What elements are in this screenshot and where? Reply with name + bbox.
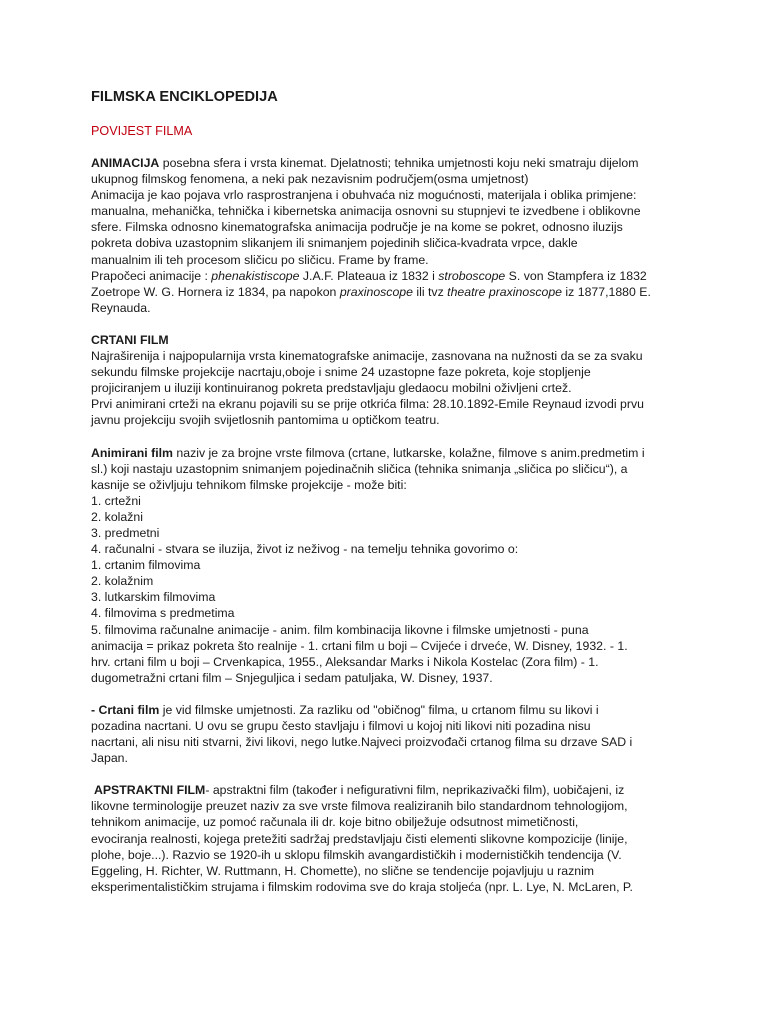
text-line: Najraširenija i najpopularnija vrsta kinematografske animacije, zasnovana na nužnosti da se za svaku <box>91 349 643 364</box>
text-line: kasnije se oživljuju tehnikom filmske projekcije - može biti: <box>91 477 407 492</box>
document-title: FILMSKA ENCIKLOPEDIJA <box>91 89 278 105</box>
text-line: - apstraktni film (također i nefigurativni film, neprikazivački film), uobičajeni, iz <box>205 783 625 798</box>
text-line: javnu projekciju svojih svijetlosnih pantomima u optičkom teatru. <box>91 413 440 428</box>
paragraph-apstraktni-film <box>91 782 688 895</box>
text-line: Zoetrope W. G. Hornera iz 1834, pa napokon praxinoscope ili tvz theatre praxinoscope iz 1877,1880 E. <box>91 284 651 299</box>
list-item: 4. filmovima s predmetima <box>91 606 235 621</box>
list-item: 3. predmetni <box>91 525 160 540</box>
text-line: pokreta dobiva uzastopnim slikanjem ili snimanjem pojedinih sličica-kvadrata vrpce, dakle <box>91 236 578 251</box>
paragraph-crtani-film <box>91 332 688 429</box>
text-line: je vid filmske umjetnosti. Za razliku od "običnog" filma, u crtanom filmu su likovi i <box>159 702 599 717</box>
list-item: 2. kolažnim <box>91 574 154 589</box>
document-body <box>91 139 688 895</box>
text-line: likovne terminologije preuzet naziv za sve vrste filmova realiziranih bilo standardnom tehnologijom, <box>91 799 628 814</box>
text-line: sfere. Filmska odnosno kinematografska animacija područje je na kome se pokret, odnosno iluzijs <box>91 220 623 235</box>
term-animacija: ANIMACIJA <box>91 156 160 170</box>
list-item: 4. računalni - stvara se iluzija, život iz neživog - na temelju tehnika govorimo o: <box>91 542 519 557</box>
list-item: 2. kolažni <box>91 509 143 524</box>
text-line: projiciranjem u iluziji kontinuiranog pokreta predstavljaju gledaocu mobilni oživljeni crtež. <box>91 381 572 396</box>
text-line: posebna sfera i vrsta kinemat. Djelatnosti; tehnika umjetnosti koju neki smatraju dijelom <box>159 156 639 170</box>
text-line: Reynauda. <box>91 300 151 315</box>
text-line: pozadina nacrtani. U ovu se grupu često stavljaju i filmovi u kojoj niti likovi niti pozadina nisu <box>91 719 591 733</box>
text-line: ukupnog filmskog fenomena, a neki pak nezavisnim područjem(osma umjetnost) <box>91 172 529 187</box>
text-line: dugometražni crtani film – Snjeguljica i sedam patuljaka, W. Disney, 1937. <box>91 670 493 685</box>
text-line: sl.) koji nastaju uzastopnim snimanjem pojedinačnih sličica (tehnika snimanja „sličica po sličicu“), a <box>91 461 628 476</box>
list-item: 5. filmovima računalne animacije - anim. film kombinacija likovne i filmske umjetnosti - puna <box>91 622 589 637</box>
section-heading-povijest: POVIJEST FILMA <box>91 124 193 138</box>
spacer <box>91 686 688 702</box>
text-line: nacrtani, ali nisu niti stvarni, živi likovi, nego lutke.Najveci proizvođači crtanog filma su drzave SAD i <box>91 735 633 750</box>
text-line: manualnim ili teh procesom sličicu po sličicu. Frame by frame. <box>91 252 429 267</box>
text-line: Prapočeci animacije : phenakistiscope J.A.F. Plateaua iz 1832 i stroboscope S. von Stampfera iz 1832 <box>91 268 647 283</box>
list-item: 1. crtežni <box>91 493 141 508</box>
text-line: eksperimentalističkim strujama i filmskim rodovima sve do kraja stoljeća (npr. L. Lye, N. McLaren, P. <box>91 879 633 894</box>
heading-crtani-film: CRTANI FILM <box>91 332 169 347</box>
spacer <box>91 429 688 445</box>
paragraph-crtani-film-2 <box>91 702 688 766</box>
spacer <box>91 766 688 782</box>
text-line: hrv. crtani film u boji – Crvenkapica, 1955., Aleksandar Marks i Nikola Kostelac (Zora film) - 1. <box>91 654 599 669</box>
text-line: tehnikom animacije, uz pomoć računala ili dr. koje bitno obilježuje odsutnost mimetičnosti, <box>91 815 579 830</box>
term-crtani-film: Crtani film <box>98 702 160 717</box>
text-line: evociranja realnosti, kojega pretežiti sadržaj predstavljaju čisti elementi slikovne kompozicije (linije, <box>91 831 628 846</box>
text-line: naziv je za brojne vrste filmova (crtane, lutkarske, kolažne, filmove s anim.predmetim i <box>173 445 645 460</box>
paragraph-animirani-film <box>91 445 688 686</box>
list-item: 3. lutkarskim filmovima <box>91 590 216 605</box>
paragraph-animacija <box>91 155 688 316</box>
spacer <box>91 316 688 332</box>
text-line: Eggeling, H. Richter, W. Ruttmann, H. Chomette), no slične se tendencije pojavljuju u raznim <box>91 863 595 878</box>
spacer <box>91 139 688 155</box>
text-line: sekundu filmske projekcije nacrtaju,oboje i snime 24 uzastopne faze pokreta, koje stopljenje <box>91 365 591 380</box>
dash-prefix: - <box>91 702 99 717</box>
text-line: animacija = prikaz pokreta što realnije - 1. crtani film u boji – Cvijeće i drveće, W. Disney, 1932. - 1. <box>91 638 628 653</box>
list-item: 1. crtanim filmovima <box>91 558 201 573</box>
term-animirani-film: Animirani film <box>91 445 173 460</box>
text-line: plohe, boje...). Razvio se 1920-ih u sklopu filmskih avangardističkih i modernističkih tendencija (V. <box>91 847 622 862</box>
text-line: manualna, mehanička, tehnička i kibernetska animacija osnovni su stupnjevi te izvedbene i oblikovne <box>91 204 641 219</box>
text-line: Japan. <box>91 751 128 766</box>
term-apstraktni-film: APSTRAKTNI FILM <box>91 783 206 798</box>
text-line: Animacija je kao pojava vrlo rasprostranjena i obuhvaća niz mogućnosti, materijala i oblika primjene: <box>91 188 637 203</box>
text-line: Prvi animirani crteži na ekranu pojavili su se prije otkrića filma: 28.10.1892-Emile Reynaud izvodi prvu <box>91 397 644 412</box>
